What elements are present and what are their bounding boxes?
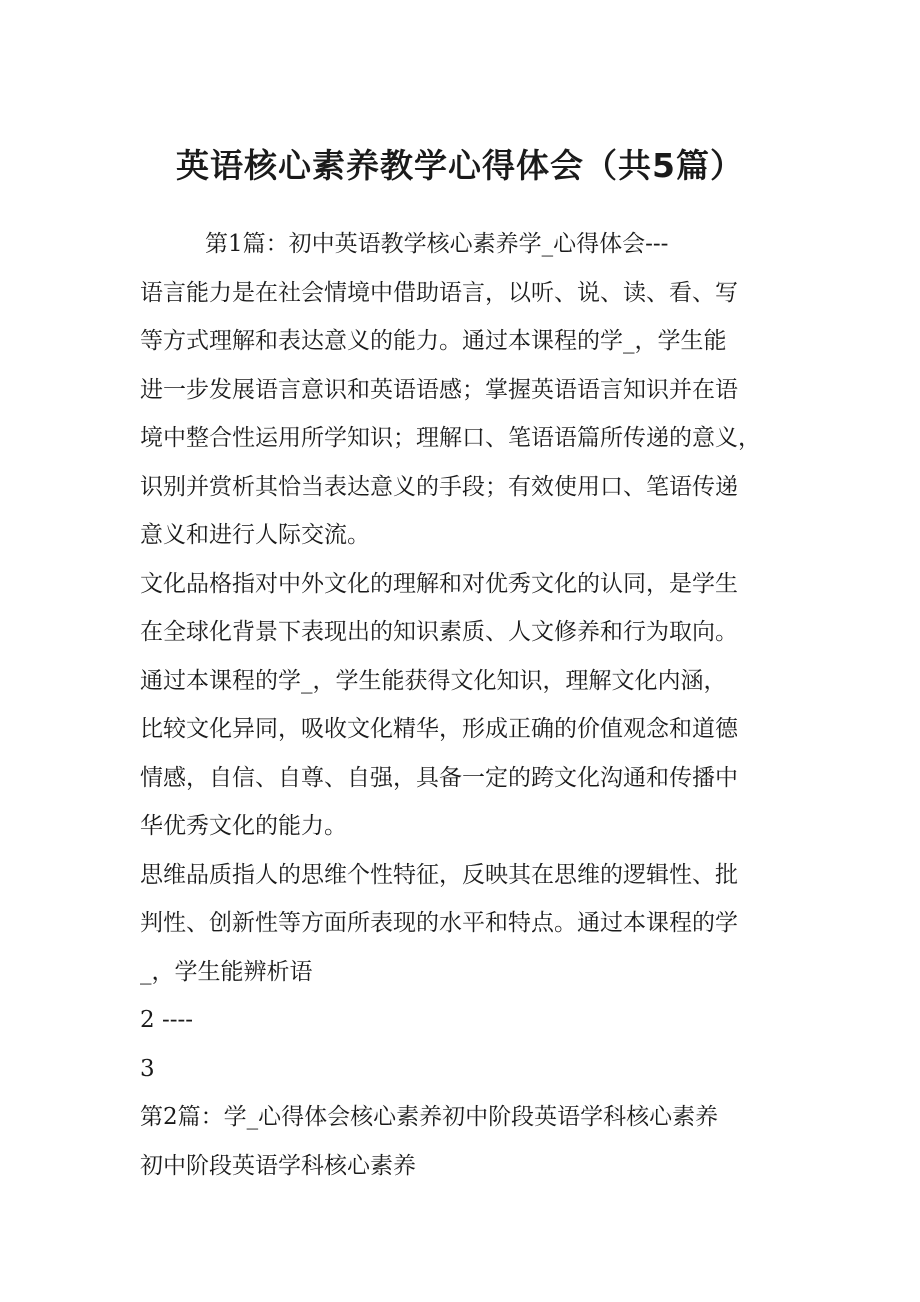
paragraph-line: 通过本课程的学_，学生能获得文化知识，理解文化内涵， <box>140 667 727 694</box>
paragraph-line: 判性、创新性等方面所表现的水平和特点。通过本课程的学 <box>140 910 738 936</box>
paragraph-line: 等方式理解和表达意义的能力。通过本课程的学_，学生能 <box>140 328 727 354</box>
section-heading-1: 第1篇：初中英语教学核心素养学_心得体会--- <box>205 231 669 257</box>
paragraph-line: 进一步发展语言意识和英语语感；掌握英语语言知识并在语 <box>140 376 738 403</box>
page-marker: 3 <box>140 1055 155 1082</box>
paragraph-line: 华优秀文化的能力。 <box>140 813 347 839</box>
paragraph-line: 意义和进行人际交流。 <box>140 522 370 548</box>
paragraph-line: 情感，自信、自尊、自强，具备一定的跨文化沟通和传播中 <box>140 764 738 791</box>
paragraph-line: 境中整合性运用所学知识；理解口、笔语语篇所传递的意义， <box>140 425 761 451</box>
paragraph-line: 比较文化异同，吸收文化精华，形成正确的价值观念和道德 <box>140 716 738 742</box>
paragraph-line: 语言能力是在社会情境中借助语言，以听、说、读、看、写 <box>140 279 738 306</box>
page-marker: 2 ---- <box>140 1007 194 1033</box>
paragraph-line: 识别并赏析其恰当表达意义的手段；有效使用口、笔语传递 <box>140 473 738 500</box>
section-heading-2: 第2篇：学_心得体会核心素养初中阶段英语学科核心素养 <box>140 1104 719 1130</box>
paragraph-line: _，学生能辨析语 <box>140 958 313 985</box>
paragraph-line: 在全球化背景下表现出的知识素质、人文修养和行为取向。 <box>140 619 738 645</box>
paragraph-line: 初中阶段英语学科核心素养 <box>140 1152 416 1179</box>
document-body <box>140 220 790 1190</box>
paragraph-line: 思维品质指人的思维个性特征，反映其在思维的逻辑性、批 <box>140 861 738 888</box>
paragraph-line: 文化品格指对中外文化的理解和对优秀文化的认同，是学生 <box>140 570 738 597</box>
document-title: 英语核心素养教学心得体会（共5篇） <box>176 146 744 185</box>
